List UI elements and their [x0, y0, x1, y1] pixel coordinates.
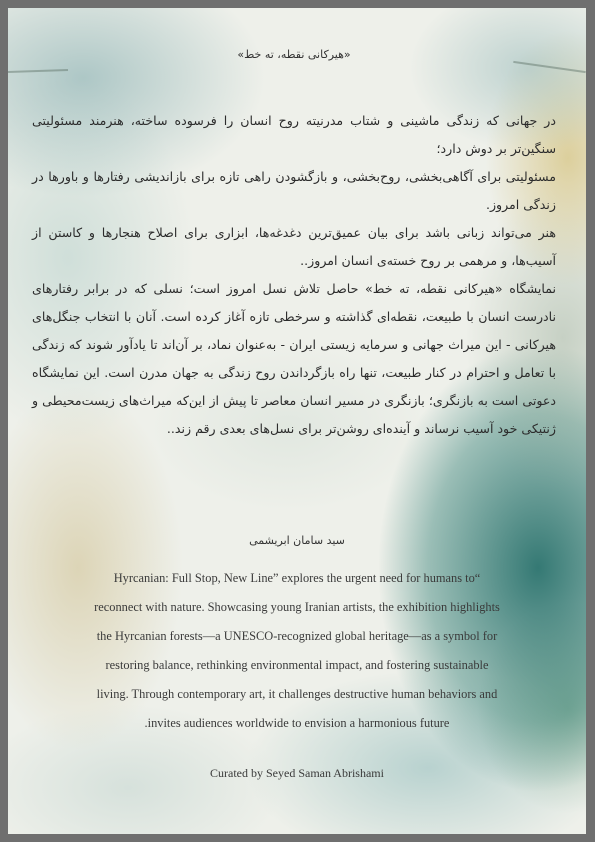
document-page: [8, 8, 586, 834]
english-line: restoring balance, rethinking environmental impact, and fostering sustainable: [105, 658, 489, 672]
english-line: Hyrcanian: Full Stop, New Line” explores the urgent need for humans to“: [113, 571, 481, 585]
english-text-block: [30, 564, 564, 738]
english-line: reconnect with nature. Showcasing young Iranian artists, the exhibition highlights: [94, 600, 500, 614]
english-line: the Hyrcanian forests—a UNESCO-recognized global heritage—as a symbol for: [96, 629, 498, 643]
persian-title: «هیرکانی نقطه، ته خط»: [237, 48, 351, 61]
english-credit: Curated by Seyed Saman Abrishami: [210, 766, 384, 780]
persian-text-block: [32, 48, 556, 443]
persian-paragraph: در جهانی که زندگی ماشینی و شتاب مدرنیته روح انسان را فرسوده ساخته، هنرمند مسئولیتی سنگین‌تر بر دوش دارد؛: [32, 113, 556, 156]
persian-paragraph: مسئولیتی برای آگاهی‌بخشی، روح‌بخشی، و بازگشودن راهی تازه برای بازاندیشی رفتارها و باورها در زندگی امروز.: [32, 169, 556, 212]
persian-signature: سید سامان ابریشمی: [249, 534, 345, 547]
english-line: .invites audiences worldwide to envision a harmonious future: [144, 716, 450, 730]
persian-paragraph: نمایشگاه «هیرکانی نقطه، ته خط» حاصل تلاش نسل امروز است؛ نسلی که در برابر رفتارهای نادرست انسان با طبیعت، نقطه‌ای گذاشته و سرخطی تازه آغاز کرده است. آنان با انتخاب جنگل‌های هیرکانی - این میراث جهانی و سرمایه زیستی ایران - به‌عنوان نماد، بر آن‌اند تا یادآور شوند که زندگی با تعامل و احترام در کنار طبیعت، تنها راه بازگرداندن روح زندگی به جهان مدرن است. این نمایشگاه دعوتی است به بازنگری؛ بازنگری در مسیر انسان معاصر تا پیش از این‌که میراث‌های زیست‌محیطی و ژنتیکی خود آسیب نرساند و آینده‌ای روشن‌تر برای نسل‌های بعدی رقم زند..: [32, 281, 556, 436]
english-line: living. Through contemporary art, it challenges destructive human behaviors and: [96, 687, 498, 701]
persian-paragraph: هنر می‌تواند زبانی باشد برای بیان عمیق‌ترین دغدغه‌ها، ابزاری برای اصلاح هنجارها و کاستن از آسیب‌ها، و مرهمی بر روح خسته‌ی انسان امروز..: [32, 225, 556, 268]
